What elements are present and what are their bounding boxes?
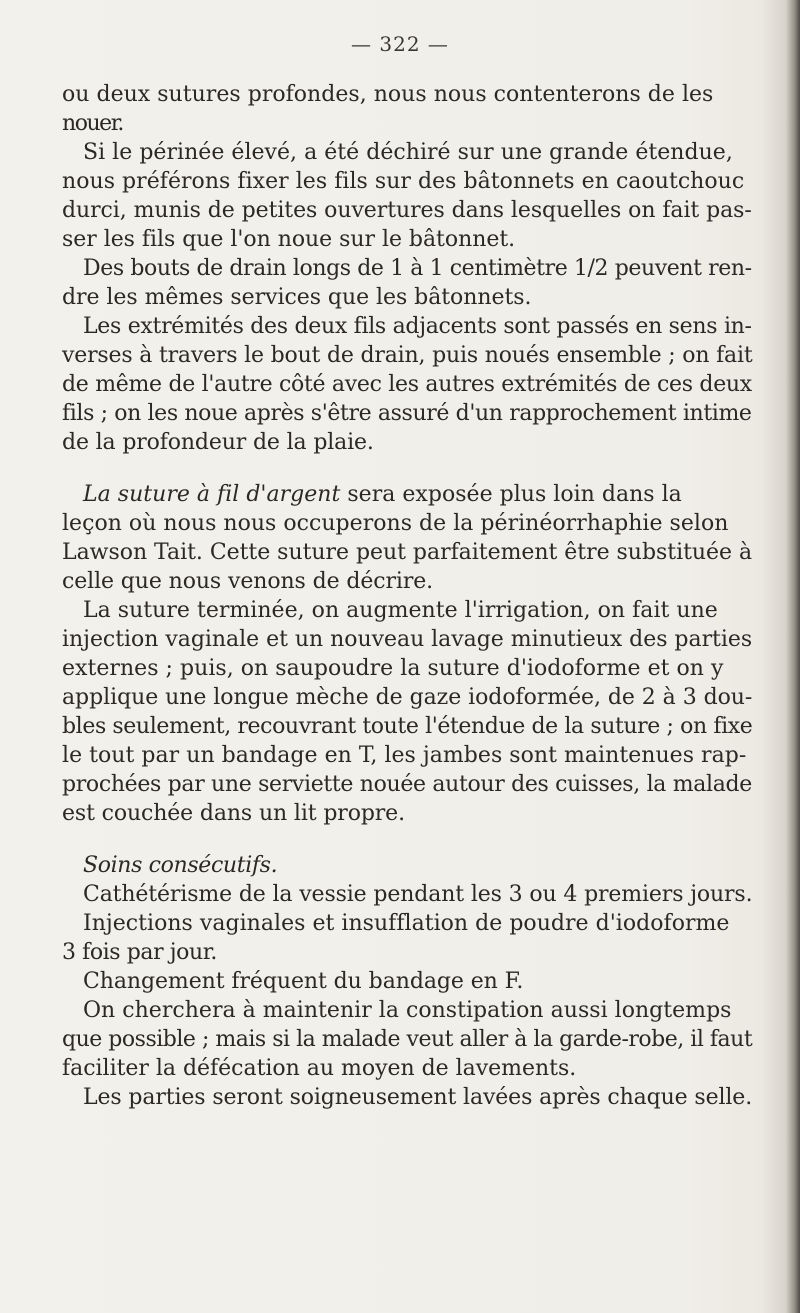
text-span: bles seulement, recouvrant toute l'étendue de la suture ; on fixe: [62, 714, 753, 739]
text-span: sera exposée plus loin dans la: [340, 482, 682, 507]
text-span: nouer.: [62, 111, 123, 136]
text-span: Lawson Tait. Cette suture peut parfaitement être substituée à: [62, 540, 753, 565]
text-span: dre les mêmes services que les bâtonnets.: [62, 285, 532, 310]
text-span: Changement fréquent du bandage en F.: [83, 969, 524, 994]
text-span: Cathétérisme de la vessie pendant les 3 ou 4 premiers jours.: [83, 882, 753, 907]
text-span: applique une longue mèche de gaze iodoformée, de 2 à 3 dou-: [62, 685, 753, 710]
text-span: fils ; on les noue après s'être assuré d'un rapprochement intime: [62, 401, 752, 426]
text-line: [62, 741, 762, 770]
text-line: [62, 1083, 762, 1112]
text-line: [62, 138, 762, 167]
text-line: [62, 880, 762, 909]
text-span: Des bouts de drain longs de 1 à 1 centimètre 1/2 peuvent ren-: [83, 256, 752, 281]
page-number: — 322 —: [351, 32, 449, 56]
italic-text: Soins consécutifs.: [83, 853, 278, 878]
text-line: [62, 312, 762, 341]
text-span: injection vaginale et un nouveau lavage minutieux des parties: [62, 627, 753, 652]
text-line: [62, 1025, 762, 1054]
text-span: ser les fils que l'on noue sur le bâtonnet.: [62, 227, 516, 252]
text-line: [62, 567, 762, 596]
text-line: [62, 370, 762, 399]
text-line: [62, 538, 762, 567]
text-span: Si le périnée élevé, a été déchiré sur une grande étendue,: [83, 140, 733, 165]
text-span: que possible ; mais si la malade veut aller à la garde-robe, il faut: [62, 1027, 753, 1052]
text-span: de la profondeur de la plaie.: [62, 430, 374, 455]
text-line: [62, 851, 762, 880]
text-line: [62, 341, 762, 370]
text-line: [62, 399, 762, 428]
text-span: Injections vaginales et insufflation de poudre d'iodoforme: [83, 911, 730, 936]
text-span: celle que nous venons de décrire.: [62, 569, 434, 594]
text-line: [62, 480, 762, 509]
body-text: [62, 80, 762, 1112]
text-line: [62, 1054, 762, 1083]
text-line: [62, 167, 762, 196]
text-span: 3 fois par jour.: [62, 940, 217, 965]
text-line: [62, 938, 762, 967]
text-line: [62, 799, 762, 828]
text-line: [62, 509, 762, 538]
text-span: est couchée dans un lit propre.: [62, 801, 405, 826]
text-span: leçon où nous nous occuperons de la périnéorrhaphie selon: [62, 511, 729, 536]
text-span: externes ; puis, on saupoudre la suture d'iodoforme et on y: [62, 656, 724, 681]
text-line: [62, 109, 762, 138]
text-line: [62, 596, 762, 625]
text-line: [62, 196, 762, 225]
page-edge-shadow: [786, 0, 800, 1313]
text-span: Les parties seront soigneusement lavées après chaque selle.: [83, 1085, 753, 1110]
paragraph-gap: [62, 828, 762, 851]
italic-text: La suture à fil d'argent: [83, 482, 341, 507]
text-line: [62, 996, 762, 1025]
text-line: [62, 712, 762, 741]
paragraph-gap: [62, 457, 762, 480]
text-span: durci, munis de petites ouvertures dans lesquelles on fait pas-: [62, 198, 752, 223]
text-span: faciliter la défécation au moyen de lavements.: [62, 1056, 577, 1081]
text-line: [62, 625, 762, 654]
text-line: [62, 283, 762, 312]
text-line: [62, 683, 762, 712]
text-span: de même de l'autre côté avec les autres extrémités de ces deux: [62, 372, 752, 397]
text-span: ou deux sutures profondes, nous nous contenterons de les: [62, 82, 714, 107]
text-span: nous préférons fixer les fils sur des bâtonnets en caoutchouc: [62, 169, 745, 194]
text-line: [62, 909, 762, 938]
text-span: On cherchera à maintenir la constipation aussi longtemps: [83, 998, 732, 1023]
text-span: La suture terminée, on augmente l'irrigation, on fait une: [83, 598, 718, 623]
text-line: [62, 225, 762, 254]
text-line: [62, 654, 762, 683]
text-line: [62, 967, 762, 996]
text-span: verses à travers le bout de drain, puis noués ensemble ; on fait: [62, 343, 753, 368]
text-span: le tout par un bandage en T, les jambes sont maintenues rap-: [62, 743, 747, 768]
text-span: Les extrémités des deux fils adjacents sont passés en sens in-: [83, 314, 752, 339]
text-line: [62, 770, 762, 799]
text-line: [62, 80, 762, 109]
text-span: prochées par une serviette nouée autour des cuisses, la malade: [62, 772, 752, 797]
text-line: [62, 428, 762, 457]
text-line: [62, 254, 762, 283]
